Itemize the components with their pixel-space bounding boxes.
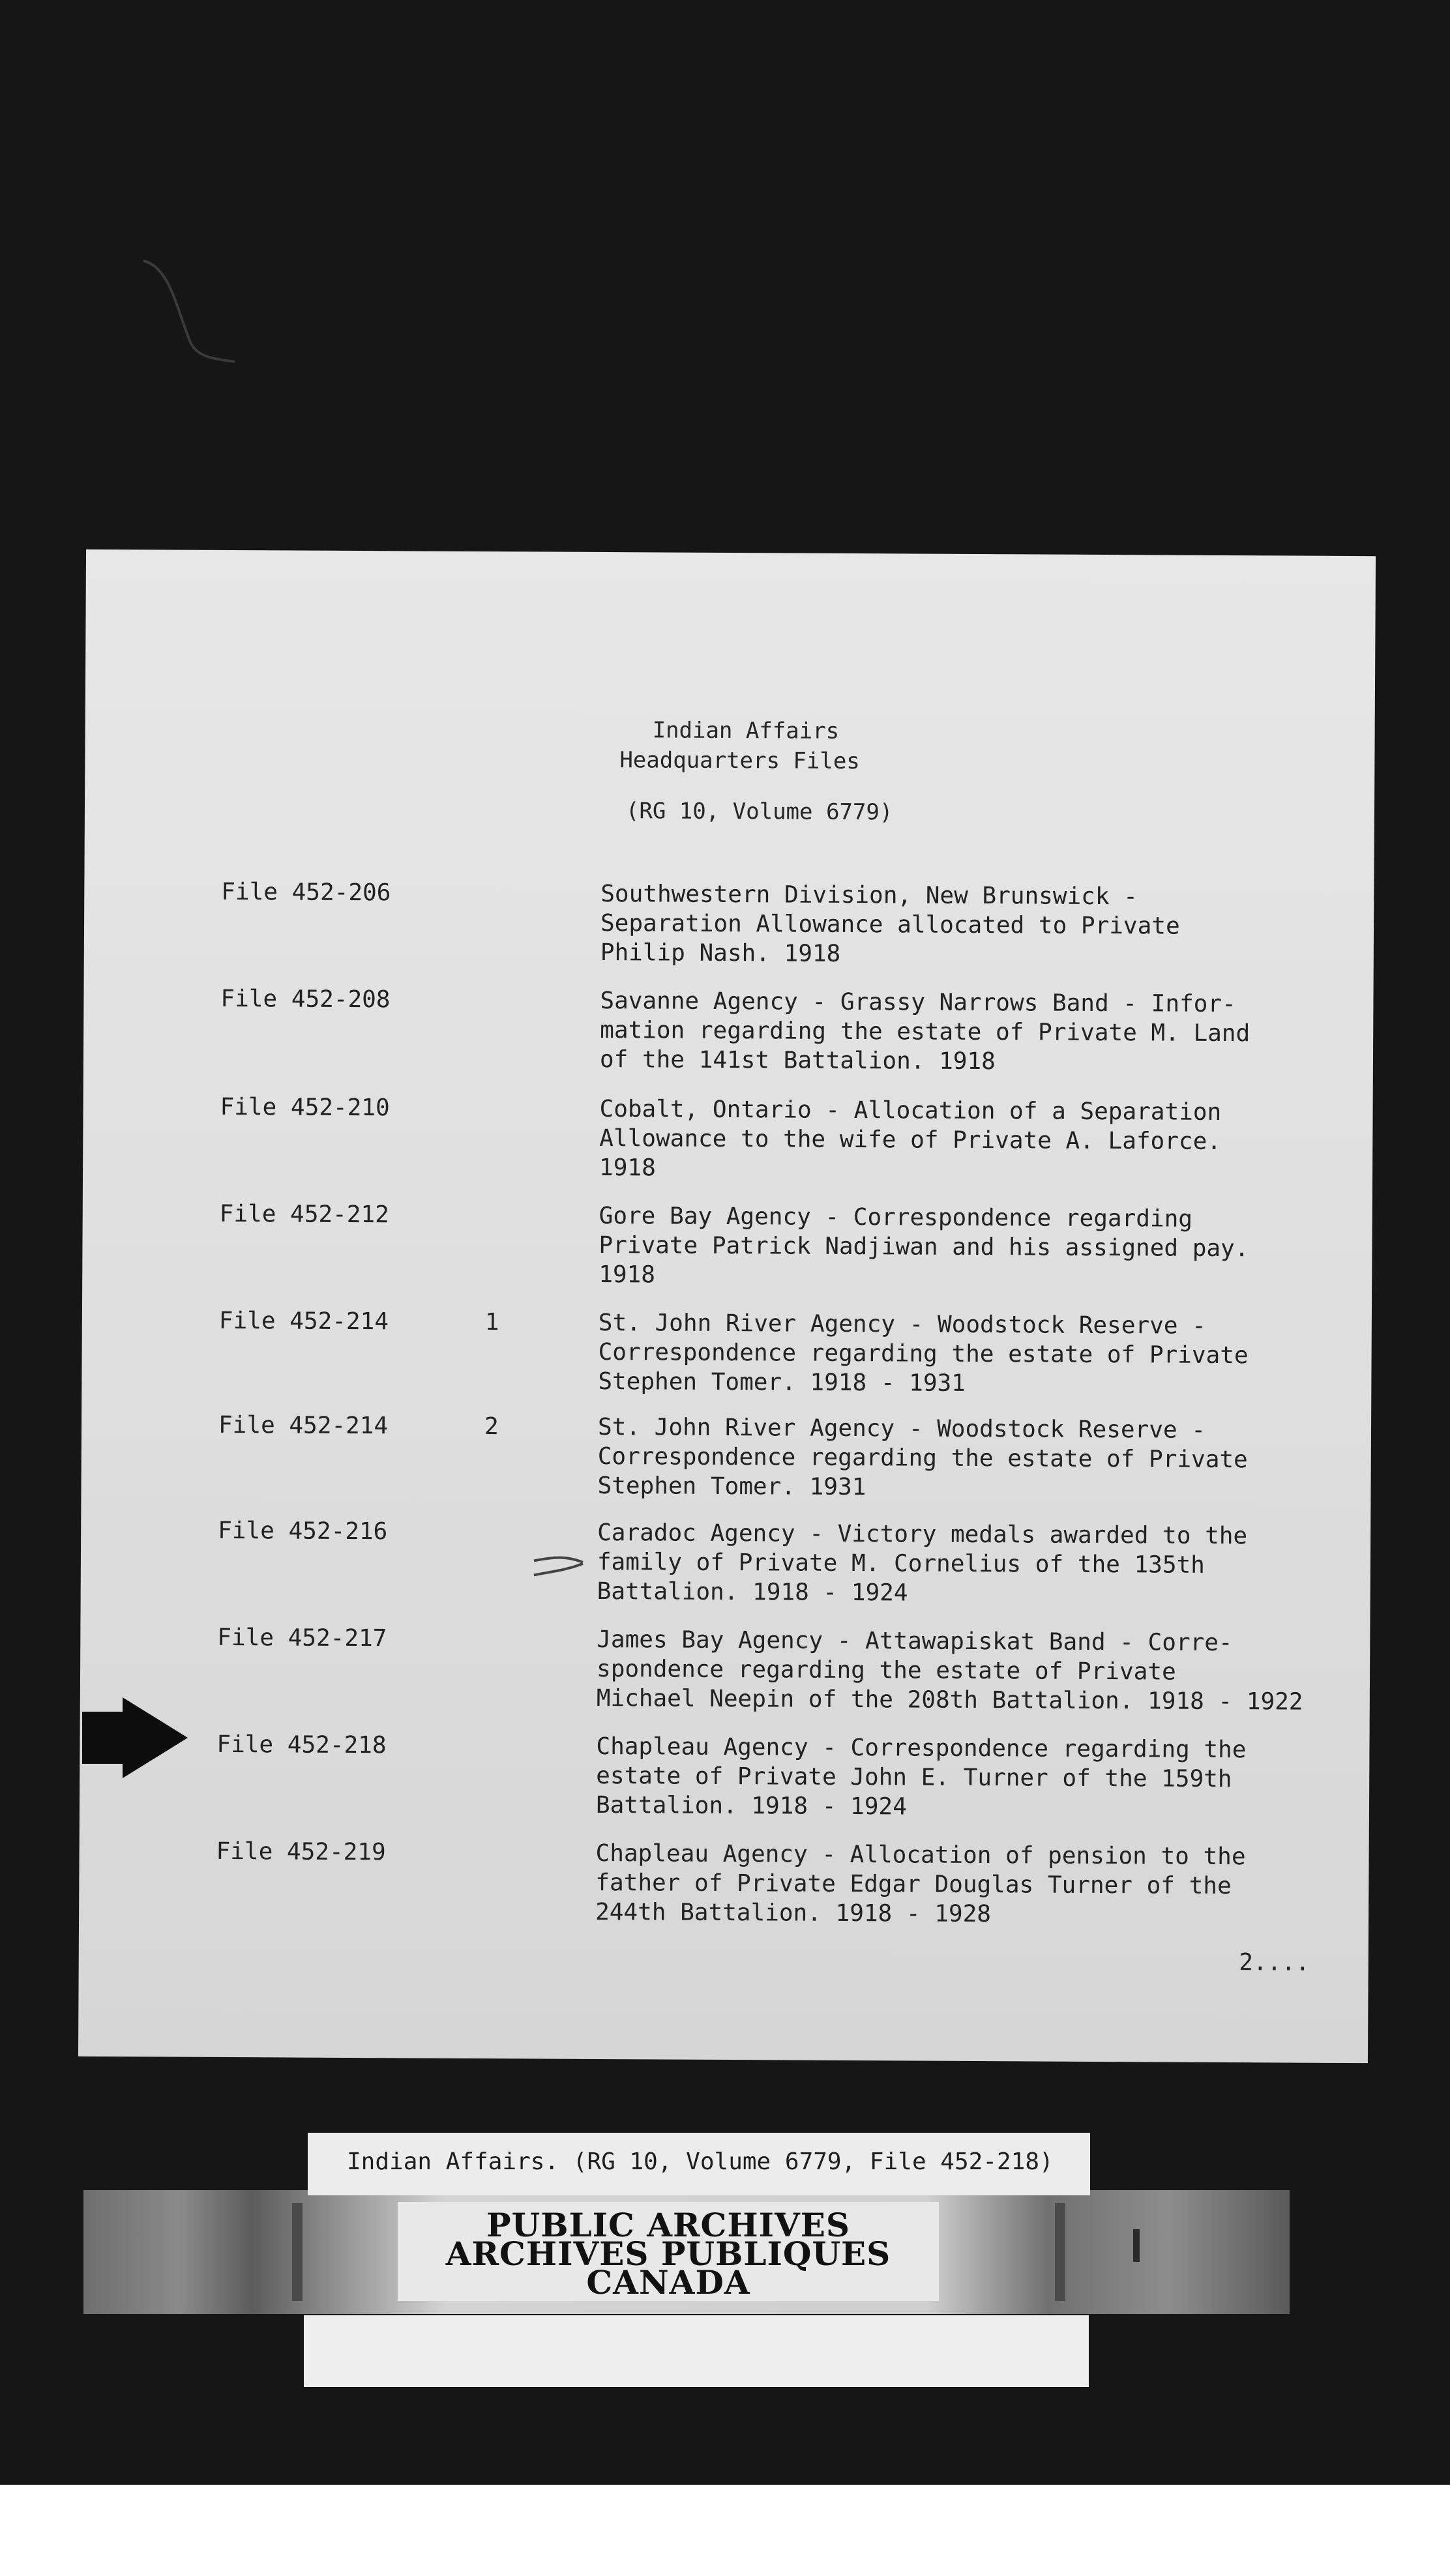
- file-entry: [81, 1515, 1370, 1607]
- file-number: File 452-218: [216, 1731, 387, 1759]
- file-description: [598, 1308, 1329, 1400]
- description-line: father of Private Edgar Douglas Turner of the: [595, 1869, 1232, 1900]
- file-number: File 452-216: [218, 1517, 388, 1545]
- header-title: Indian Affairs: [652, 717, 840, 744]
- file-description: [600, 986, 1331, 1078]
- header-volume: (RG 10, Volume 6779): [625, 798, 893, 826]
- description-line: Battalion. 1918 - 1924: [595, 1791, 907, 1821]
- file-description: [599, 1094, 1330, 1186]
- description-line: spondence regarding the estate of Private: [596, 1655, 1176, 1686]
- pointer-arrow-icon: [82, 1697, 193, 1778]
- description-line: Gore Bay Agency - Correspondence regarding: [599, 1202, 1193, 1233]
- description-line: Chapleau Agency - Correspondence regarding the: [596, 1733, 1247, 1764]
- reference-caption: Indian Affairs. (RG 10, Volume 6779, File 452-218): [347, 2148, 1054, 2175]
- tape-edge-mark: [292, 2203, 303, 2301]
- description-line: of the 141st Battalion. 1918: [599, 1046, 996, 1076]
- description-line: Correspondence regarding the estate of Private: [597, 1442, 1248, 1474]
- file-entry: [84, 877, 1374, 967]
- blank-strip: [304, 2315, 1089, 2387]
- stamp-line-1: PUBLIC ARCHIVES: [486, 2206, 850, 2244]
- file-entry: [80, 1622, 1370, 1716]
- description-line: Private Patrick Nadjiwan and his assigned pay.: [599, 1231, 1249, 1263]
- description-line: Chapleau Agency - Allocation of pension to the: [595, 1839, 1246, 1871]
- file-entry: [81, 1410, 1371, 1501]
- file-number: File 452-214: [218, 1307, 389, 1336]
- caption-strip: [308, 2133, 1090, 2195]
- pen-arrow-mark: [531, 1549, 589, 1588]
- description-line: estate of Private John E. Turner of the 159th: [596, 1762, 1232, 1793]
- tape-edge-mark: [1055, 2203, 1065, 2301]
- description-line: Stephen Tomer. 1918 - 1931: [598, 1368, 966, 1397]
- file-part-number: 2: [484, 1413, 499, 1441]
- archives-stamp: [398, 2202, 939, 2301]
- description-line: Southwestern Division, New Brunswick -: [600, 880, 1138, 911]
- file-number: File 452-212: [219, 1200, 389, 1229]
- description-line: Savanne Agency - Grassy Narrows Band - Infor-: [600, 987, 1236, 1018]
- description-line: Separation Allowance allocated to Private: [600, 909, 1180, 940]
- description-line: 244th Battalion. 1918 - 1928: [595, 1898, 992, 1928]
- file-description: [599, 1201, 1329, 1293]
- description-line: family of Private M. Cornelius of the 135th: [597, 1548, 1206, 1579]
- file-entry: [80, 1836, 1369, 1928]
- file-number: File 452-219: [216, 1837, 386, 1866]
- file-description: [595, 1839, 1326, 1931]
- file-number: File 452-208: [220, 985, 391, 1014]
- file-entry: [83, 1199, 1372, 1289]
- document-page: [78, 549, 1376, 2063]
- file-description: [597, 1518, 1328, 1610]
- file-description: [596, 1732, 1327, 1824]
- file-number: File 452-217: [217, 1624, 387, 1652]
- description-line: 1918: [599, 1261, 656, 1289]
- description-line: Michael Neepin of the 208th Battalion. 1918 - 1922: [596, 1684, 1303, 1716]
- description-line: James Bay Agency - Attawapiskat Band - Corre-: [597, 1626, 1233, 1657]
- stamp-line-3: CANADA: [586, 2263, 750, 2302]
- description-line: St. John River Agency - Woodstock Reserve -: [597, 1413, 1206, 1444]
- description-line: Correspondence regarding the estate of Private: [598, 1338, 1249, 1369]
- file-number: File 452-214: [218, 1411, 389, 1440]
- file-part-number: 1: [484, 1309, 499, 1336]
- file-number: File 452-206: [221, 878, 391, 907]
- description-line: Cobalt, Ontario - Allocation of a Separation: [599, 1095, 1222, 1126]
- film-scratch-mark: [130, 248, 248, 378]
- description-line: Caradoc Agency - Victory medals awarded to the: [597, 1519, 1248, 1550]
- header-subtitle: Headquarters Files: [619, 747, 860, 775]
- file-entry: [80, 1729, 1370, 1821]
- description-line: St. John River Agency - Woodstock Reserve -: [598, 1309, 1206, 1339]
- description-line: Philip Nash. 1918: [600, 939, 841, 967]
- tape-edge-mark: [1133, 2229, 1140, 2262]
- page-header: [619, 715, 1011, 828]
- file-description: [597, 1625, 1327, 1717]
- file-entry: [83, 1092, 1373, 1182]
- page-number: 2....: [1239, 1949, 1310, 1976]
- stamp-line-2: ARCHIVES PUBLIQUES: [445, 2234, 891, 2273]
- description-line: 1918: [599, 1154, 656, 1182]
- file-number: File 452-210: [220, 1093, 390, 1122]
- description-line: Battalion. 1918 - 1924: [597, 1577, 908, 1607]
- file-description: [600, 879, 1331, 971]
- file-description: [597, 1412, 1328, 1504]
- file-entry: [82, 1306, 1372, 1397]
- description-line: mation regarding the estate of Private M. Land: [600, 1016, 1250, 1047]
- description-line: Allowance to the wife of Private A. Laforce.: [599, 1124, 1222, 1155]
- file-entry: [84, 984, 1374, 1076]
- description-line: Stephen Tomer. 1931: [597, 1472, 866, 1501]
